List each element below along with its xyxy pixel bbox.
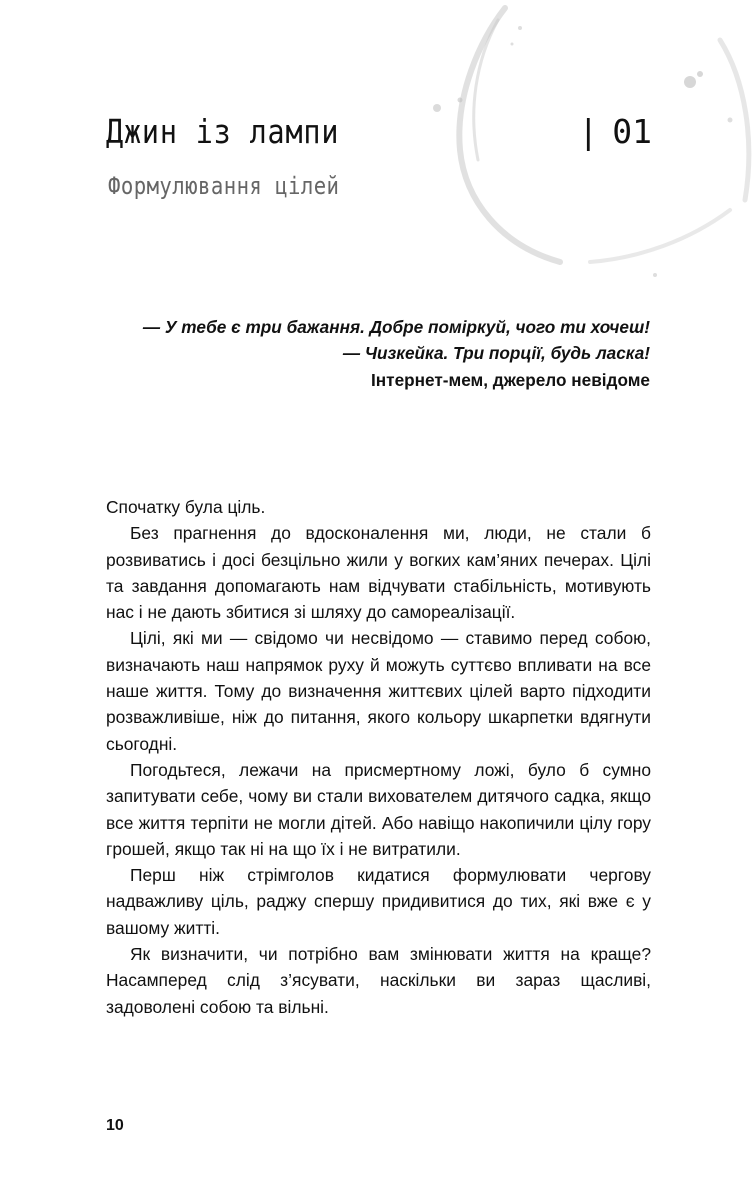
body-paragraph: Спочатку була ціль. <box>106 497 266 517</box>
body-text <box>106 494 651 1020</box>
chapter-subtitle: Формулювання цілей <box>108 172 340 200</box>
body-paragraph: Без прагнення до вдосконалення ми, люди, не стали б розвиватись і досі безцільно жили у вогких кам’яних печерах. Цілі та завдання допомагають нам відчувати стабільність, мотивують нас і не дають збитися зі шляху до самореалізації. <box>106 523 651 623</box>
body-paragraph: Як визначити, чи потрібно вам змінювати життя на краще? Насамперед слід з’ясувати, наскільки ви зараз щасливі, задоволені собою та вільні. <box>106 944 651 1017</box>
chapter-number-separator: | <box>578 112 599 151</box>
chapter-number <box>578 112 652 151</box>
chapter-title: Джин із лампи <box>106 112 340 151</box>
page-number: 10 <box>106 1117 124 1134</box>
epigraph <box>100 314 650 393</box>
epigraph-line-2: — Чизкейка. Три порції, будь ласка! <box>342 343 650 363</box>
body-paragraph: Перш ніж стрімголов кидатися формулювати чергову надважливу ціль, раджу спершу придивитися до тих, які вже є у вашому житті. <box>106 865 651 938</box>
epigraph-source: Інтернет-мем, джерело невідоме <box>371 370 650 390</box>
body-paragraph: Погодьтеся, лежачи на присмертному ложі, було б сумно запитувати себе, чому ви стали вихователем дитячого садка, якщо все життя терпіти не могли дітей. Або навіщо накопичили цілу гору грошей, якщо так ні на що їх і не витратили. <box>106 759 651 859</box>
chapter-number-value: 01 <box>612 112 652 151</box>
body-paragraph: Цілі, які ми — свідомо чи несвідомо — ставимо перед собою, визначають наш напрямок руху й можуть суттєво впливати на все наше життя. Тому до визначення життєвих цілей варто підходити розважливіше, ніж до питання, якого кольору шкарпетки вдягнути сьогодні. <box>106 628 651 754</box>
epigraph-line-1: — У тебе є три бажання. Добре поміркуй, чого ти хочеш! <box>142 317 650 337</box>
